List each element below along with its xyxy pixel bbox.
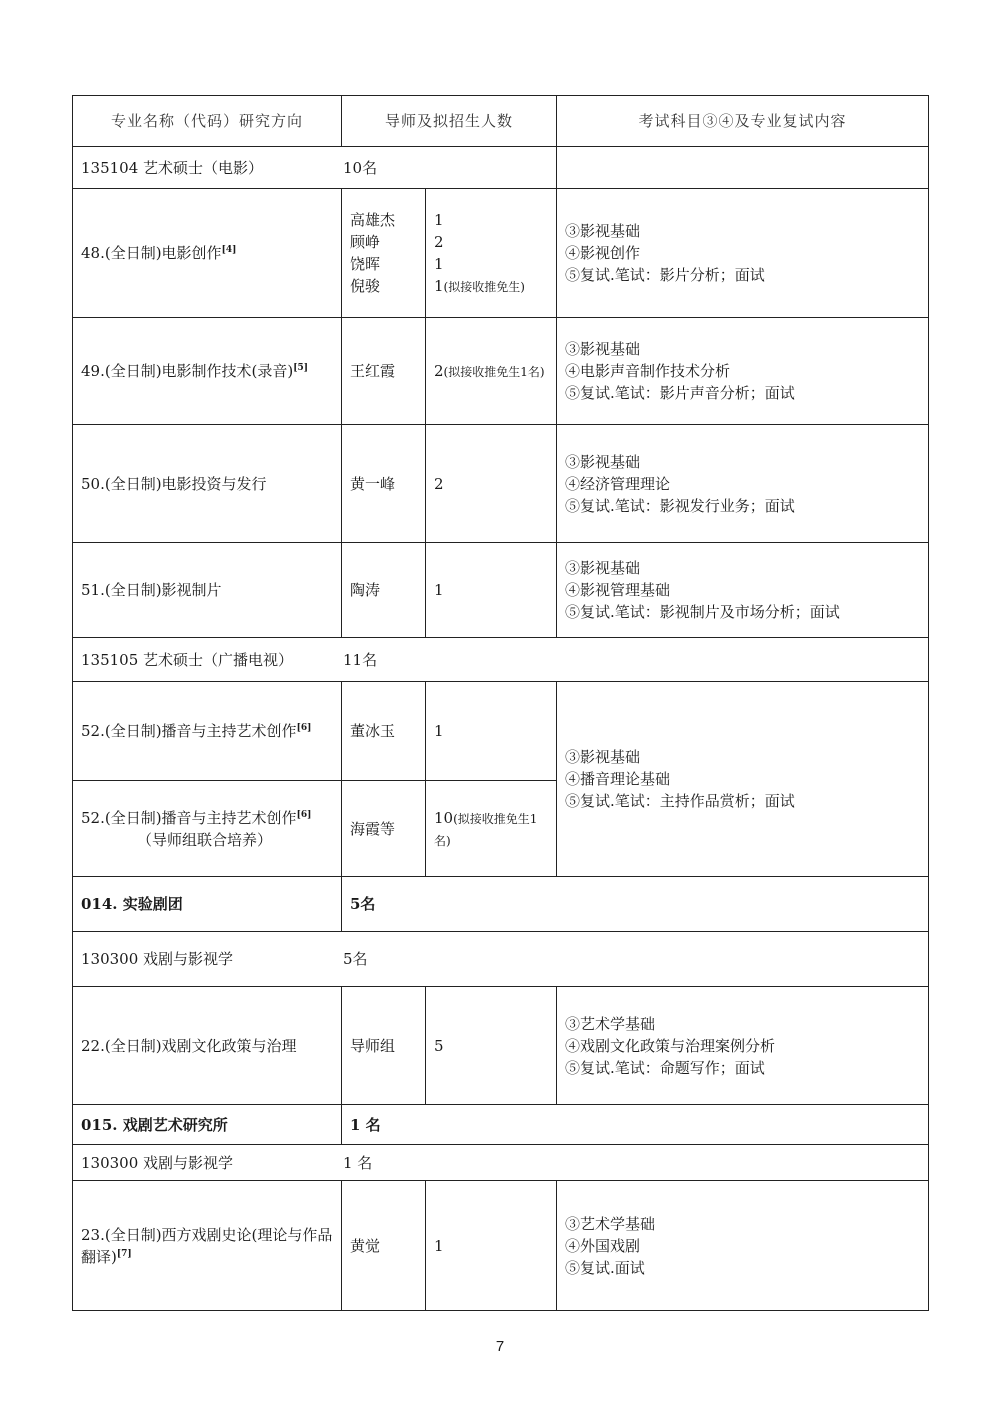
exam-item: ④播音理论基础 (565, 770, 671, 788)
category-count: 11名 (343, 650, 378, 669)
header-advisors: 导师及拟招生人数 (342, 96, 557, 147)
department-row (73, 1105, 929, 1145)
advisor-name: 倪骏 (350, 277, 381, 295)
major-title: 22.(全日制)戏剧文化政策与治理 (73, 987, 342, 1105)
table-header-row (73, 96, 929, 147)
department-name: 015. 戏剧艺术研究所 (73, 1105, 342, 1145)
department-row (73, 877, 929, 932)
advisor-name: 黄一峰 (342, 425, 426, 543)
major-title: 23.(全日制)西方戏剧史论(理论与作品翻译) (81, 1225, 333, 1266)
advisor-name: 董冰玉 (342, 682, 426, 781)
count-note: (拟接收推免生1名) (443, 364, 545, 379)
enrollment-count: 2 (434, 232, 444, 251)
exam-item: ⑤复试.笔试：主持作品赏析；面试 (565, 792, 795, 810)
exam-item: ④电影声音制作技术分析 (565, 362, 731, 380)
advisor-name: 黄觉 (342, 1181, 426, 1311)
exam-item: ⑤复试.笔试：影片分析；面试 (565, 266, 765, 284)
admissions-table (72, 95, 929, 1311)
exam-item: ④戏剧文化政策与治理案例分析 (565, 1036, 776, 1055)
exam-item: ⑤复试.笔试：命题写作；面试 (565, 1058, 765, 1077)
count-note: (拟接收推免生) (443, 279, 525, 294)
category-code: 130300 戏剧与影视学 (81, 1153, 234, 1172)
category-row (73, 932, 929, 987)
enrollment-count: 2 (434, 361, 444, 380)
enrollment-count: 2 (426, 425, 557, 543)
exam-item: ③艺术学基础 (565, 1214, 656, 1233)
category-code: 130300 戏剧与影视学 (81, 950, 234, 968)
major-title: 52.(全日制)播音与主持艺术创作 (81, 722, 297, 740)
advisor-name: 顾峥 (350, 233, 381, 251)
footnote-marker: [6] (296, 723, 312, 733)
table-row (73, 682, 929, 781)
exam-item: ④经济管理理论 (565, 474, 671, 493)
advisor-name: 海霞等 (342, 781, 426, 877)
exam-item: ③影视基础 (565, 748, 641, 766)
department-name: 014. 实验剧团 (73, 877, 342, 932)
exam-item: ⑤复试.面试 (565, 1258, 645, 1277)
footnote-marker: [4] (221, 245, 237, 255)
footnote-marker: [7] (116, 1248, 132, 1259)
table-row (73, 987, 929, 1105)
major-title: 51.(全日制)影视制片 (73, 543, 342, 638)
department-count: 1 名 (342, 1105, 929, 1145)
category-count: 10名 (343, 158, 378, 177)
enrollment-count: 1 (434, 210, 444, 229)
category-code: 135104 艺术硕士（电影） (81, 158, 264, 177)
department-count: 5名 (342, 877, 929, 932)
table-row (73, 318, 929, 425)
empty-cell (557, 147, 929, 189)
enrollment-count: 1 (426, 682, 557, 781)
exam-item: ④影视创作 (565, 244, 641, 262)
header-major: 专业名称（代码）研究方向 (73, 96, 342, 147)
major-title: 49.(全日制)电影制作技术(录音) (81, 362, 294, 380)
category-count: 5名 (343, 950, 368, 968)
count-note: (拟接收推免生1名) (434, 811, 538, 848)
enrollment-count: 1 (426, 543, 557, 638)
exam-item: ③影视基础 (565, 222, 641, 240)
exam-item: ⑤复试.笔试：影视制片及市场分析；面试 (565, 603, 840, 621)
enrollment-count: 1 (426, 1181, 557, 1311)
exam-item: ③影视基础 (565, 340, 641, 358)
advisor-name: 饶晖 (350, 255, 381, 273)
footnote-marker: [6] (296, 809, 312, 820)
category-count: 1 名 (343, 1153, 373, 1172)
exam-item: ③艺术学基础 (565, 1014, 656, 1033)
major-title: 52.(全日制)播音与主持艺术创作 (81, 808, 297, 827)
enrollment-count: 1 (434, 276, 444, 295)
table-row (73, 425, 929, 543)
footnote-marker: [5] (293, 363, 309, 373)
advisor-name: 王红霞 (342, 318, 426, 425)
header-exam: 考试科目③④及专业复试内容 (557, 96, 929, 147)
category-row (73, 1145, 929, 1181)
major-title: 50.(全日制)电影投资与发行 (73, 425, 342, 543)
page-number: 7 (495, 1338, 505, 1355)
category-code: 135105 艺术硕士（广播电视） (81, 650, 294, 669)
advisor-name: 导师组 (342, 987, 426, 1105)
exam-item: ③影视基础 (565, 452, 641, 471)
exam-item: ④外国戏剧 (565, 1236, 641, 1255)
table-row (73, 189, 929, 318)
enrollment-count: 1 (434, 254, 444, 273)
category-row (73, 638, 929, 682)
advisor-name: 陶涛 (342, 543, 426, 638)
enrollment-count: 10 (434, 808, 454, 827)
table-row (73, 543, 929, 638)
major-title: 48.(全日制)电影创作 (81, 244, 222, 262)
exam-item: ④影视管理基础 (565, 581, 671, 599)
category-row (73, 147, 929, 189)
exam-item: ③影视基础 (565, 559, 641, 577)
exam-item: ⑤复试.笔试：影片声音分析；面试 (565, 384, 795, 402)
advisor-name: 高雄杰 (350, 211, 396, 229)
major-subtitle: （导师组联合培养） (137, 830, 273, 849)
table-row (73, 1181, 929, 1311)
exam-item: ⑤复试.笔试：影视发行业务；面试 (565, 496, 795, 515)
enrollment-count: 5 (426, 987, 557, 1105)
